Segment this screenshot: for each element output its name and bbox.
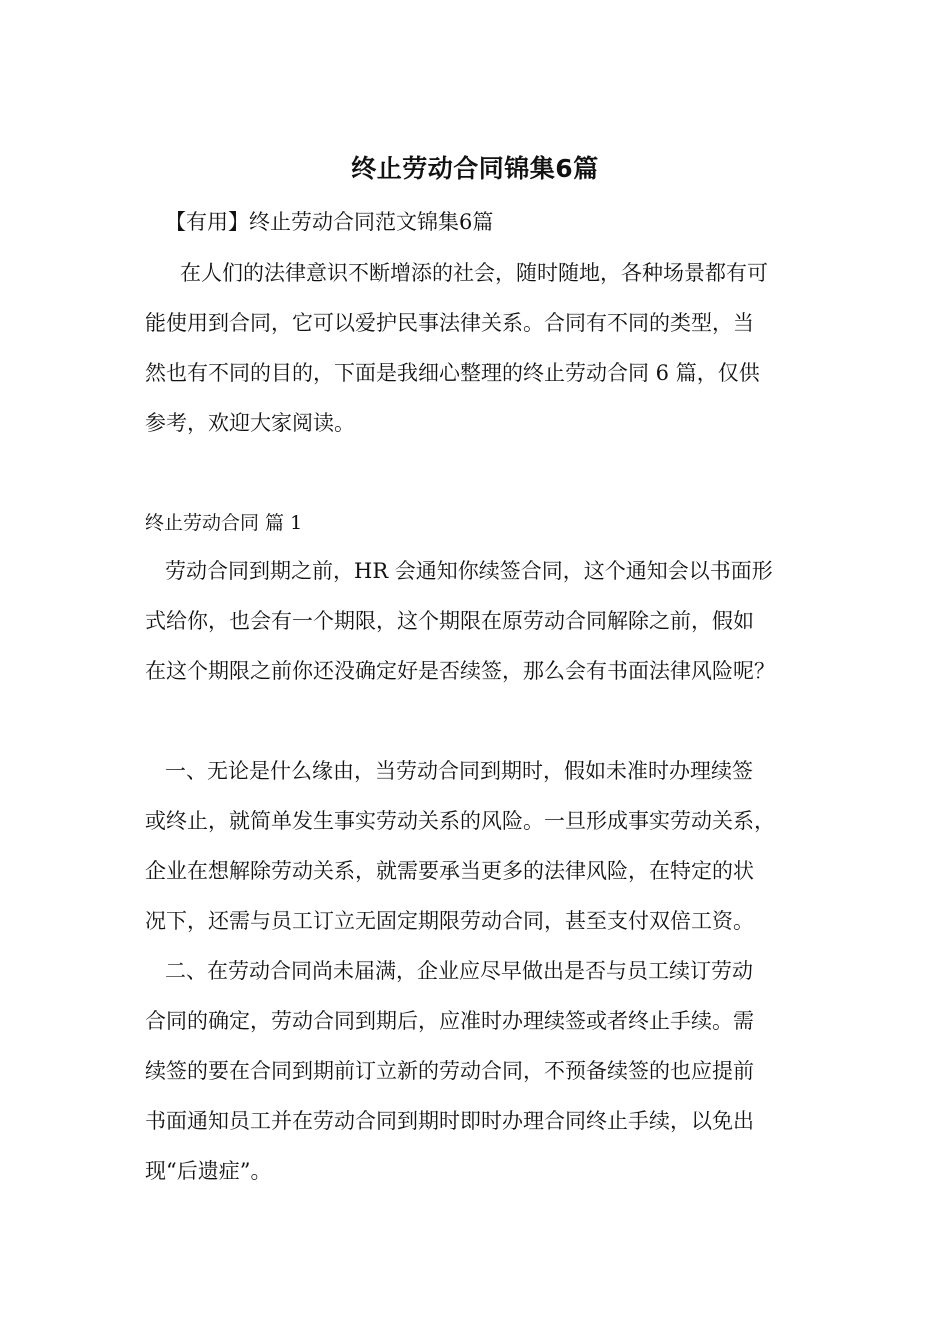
intro-line: 参考，欢迎大家阅读。 bbox=[145, 411, 355, 435]
paragraph-line: 劳动合同到期之前，HR 会通知你续签合同，这个通知会以书面形 bbox=[165, 559, 773, 583]
paragraph-line: 书面通知员工并在劳动合同到期时即时办理合同终止手续，以免出 bbox=[145, 1109, 754, 1133]
paragraph-line: 或终止，就简单发生事实劳动关系的风险。一旦形成事实劳动关系， bbox=[145, 809, 775, 833]
paragraph-line: 况下，还需与员工订立无固定期限劳动合同，甚至支付双倍工资。 bbox=[145, 909, 754, 933]
paragraph-line: 式给你，也会有一个期限，这个期限在原劳动合同解除之前，假如 bbox=[145, 609, 754, 633]
paragraph-line: 企业在想解除劳动关系，就需要承当更多的法律风险，在特定的状 bbox=[145, 859, 754, 883]
intro-line: 能使用到合同，它可以爱护民事法律关系。合同有不同的类型，当 bbox=[145, 311, 754, 335]
intro-line: 然也有不同的目的，下面是我细心整理的终止劳动合同 6 篇，仅供 bbox=[145, 361, 760, 385]
paragraph-line: 续签的要在合同到期前订立新的劳动合同，不预备续签的也应提前 bbox=[145, 1059, 754, 1083]
intro-line: 在人们的法律意识不断增添的社会，随时随地，各种场景都有可 bbox=[180, 261, 768, 285]
paragraph-line: 在这个期限之前你还没确定好是否续签，那么会有书面法律风险呢？ bbox=[145, 659, 775, 683]
paragraph-line: 现“后遗症”。 bbox=[145, 1159, 272, 1183]
paragraph-line: 合同的确定，劳动合同到期后，应准时办理续签或者终止手续。需 bbox=[145, 1009, 754, 1033]
paragraph-line: 二、在劳动合同尚未届满，企业应尽早做出是否与员工续订劳动 bbox=[165, 959, 753, 983]
document-subtitle: 【有用】终止劳动合同范文锦集6篇 bbox=[165, 210, 494, 234]
document-title: 终止劳动合同锦集6篇 bbox=[351, 154, 599, 183]
section-heading: 终止劳动合同 篇 1 bbox=[145, 512, 303, 534]
paragraph-line: 一、无论是什么缘由，当劳动合同到期时，假如未准时办理续签 bbox=[165, 759, 753, 783]
